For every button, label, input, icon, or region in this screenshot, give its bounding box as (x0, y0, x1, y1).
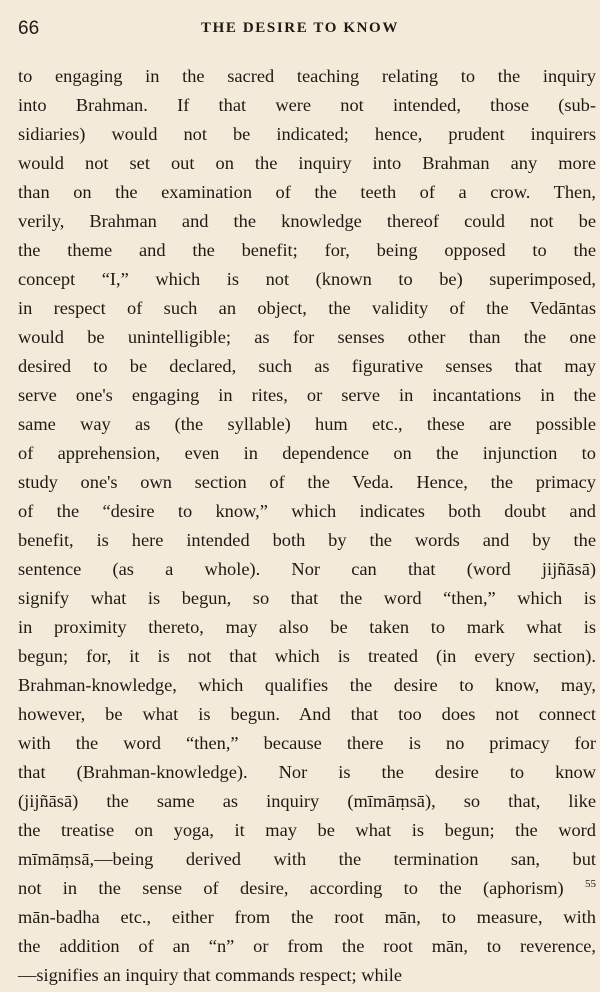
text-line: study one's own section of the Veda. Hence, the primacy (18, 472, 596, 492)
text-line: into Brahman. If that were not intended, those (sub- (18, 95, 596, 115)
text-line: (jijñāsā) the same as inquiry (mīmāṃsā), so that, like (18, 791, 596, 811)
text-line: of the “desire to know,” which indicates both doubt and (18, 501, 596, 521)
body-text (18, 62, 596, 990)
text-line: desired to be declared, such as figurative senses that may (18, 356, 596, 376)
text-line: concept “I,” which is not (known to be) superimposed, (18, 269, 596, 289)
text-line: begun; for, it is not that which is treated (in every section). (18, 646, 596, 666)
text-line: —signifies an inquiry that commands respect; while (18, 965, 403, 985)
text-line: than on the examination of the teeth of a crow. Then, (18, 182, 596, 202)
text-line-with-footnote (18, 874, 596, 903)
text-line: benefit, is here intended both by the words and by the (18, 530, 596, 550)
text-line: serve one's engaging in rites, or serve in incantations in the (18, 385, 596, 405)
text-line: in proximity thereto, may also be taken to mark what is (18, 617, 596, 637)
text-line: signify what is begun, so that the word “then,” which is (18, 588, 596, 608)
text-line: however, be what is begun. And that too does not connect (18, 704, 596, 724)
text-line: of apprehension, even in dependence on the injunction to (18, 443, 596, 463)
text-line: sentence (as a whole). Nor can that (word jijñāsā) (18, 559, 596, 579)
text-line: Brahman-knowledge, which qualifies the desire to know, may, (18, 675, 596, 695)
running-head-title: THE DESIRE TO KNOW (201, 20, 399, 36)
text-line: the addition of an “n” or from the root mān, to reverence, (18, 936, 596, 956)
text-line: would not set out on the inquiry into Brahman any more (18, 153, 596, 173)
text-line: the theme and the benefit; for, being opposed to the (18, 240, 596, 260)
text-line: in respect of such an object, the validity of the Vedāntas (18, 298, 596, 318)
text-line: mīmāṃsā,—being derived with the termination san, but (18, 849, 596, 869)
text-line: the treatise on yoga, it may be what is begun; the word (18, 820, 596, 840)
page-header (18, 18, 582, 46)
text-line: sidiaries) would not be indicated; hence, prudent inquirers (18, 124, 596, 144)
text-line: would be unintelligible; as for senses other than the one (18, 327, 596, 347)
text-line: same way as (the syllable) hum etc., these are possible (18, 414, 596, 434)
footnote-marker: 55 (584, 877, 596, 890)
page-number: 66 (18, 18, 40, 39)
text-line: with the word “then,” because there is no primacy for (18, 733, 596, 753)
text-line: that (Brahman-knowledge). Nor is the desire to know (18, 762, 596, 782)
text-line: verily, Brahman and the knowledge thereof could not be (18, 211, 596, 231)
text-line-content: not in the sense of desire, according to the (aphorism) (18, 878, 564, 898)
text-line: to engaging in the sacred teaching relating to the inquiry (18, 66, 596, 86)
text-line: mān-badha etc., either from the root mān, to measure, with (18, 907, 596, 927)
